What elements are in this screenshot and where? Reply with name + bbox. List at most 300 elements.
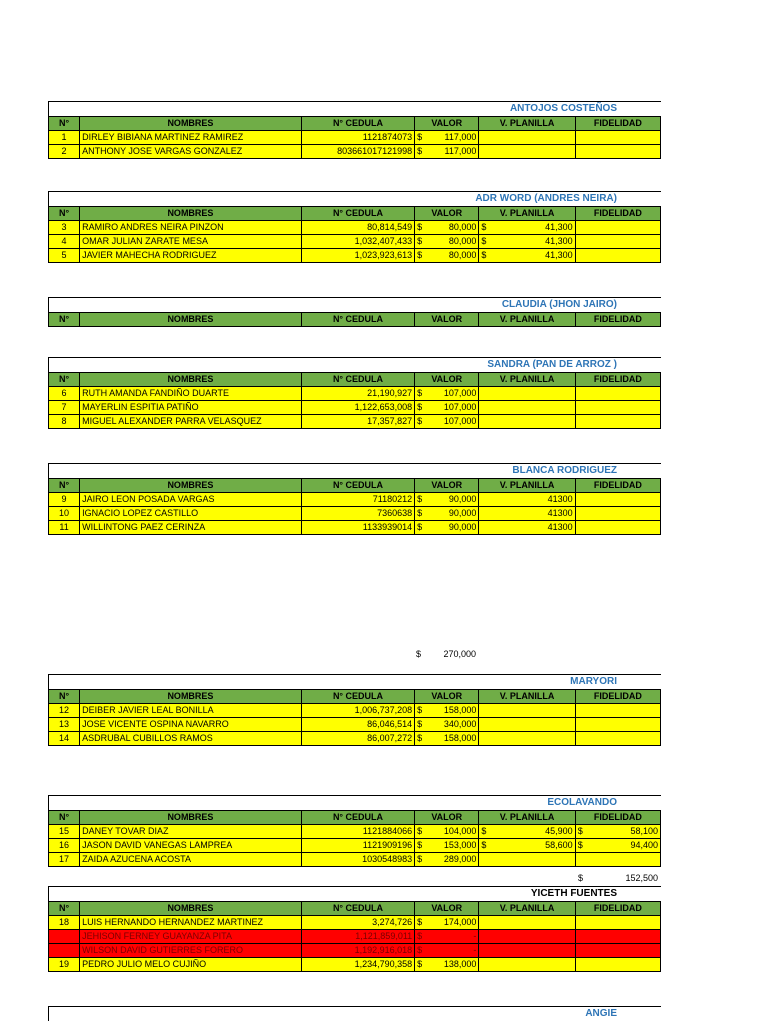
amount: 117,000 bbox=[444, 132, 477, 142]
col-header-num: N° bbox=[49, 811, 80, 825]
section-title-row bbox=[48, 297, 661, 312]
row-planilla bbox=[479, 415, 575, 429]
section-title: CLAUDIA (JHON JAIRO) bbox=[501, 299, 617, 310]
row-fidelidad bbox=[575, 958, 660, 972]
currency-symbol: $ bbox=[417, 132, 423, 142]
row-planilla bbox=[479, 944, 575, 958]
row-valor bbox=[415, 958, 479, 972]
currency-symbol: $ bbox=[417, 917, 423, 927]
col-header-planilla: V. PLANILLA bbox=[479, 207, 575, 221]
section-title: ANTOJOS COSTEÑOS bbox=[509, 103, 617, 114]
amount: 340,000 bbox=[443, 719, 477, 729]
currency-symbol: $ bbox=[417, 494, 423, 504]
header-row bbox=[49, 902, 661, 916]
table-row bbox=[49, 916, 661, 930]
loose-total bbox=[578, 872, 658, 884]
row-number: 11 bbox=[49, 521, 80, 535]
amount: 41300 bbox=[547, 508, 573, 518]
row-planilla bbox=[479, 521, 575, 535]
row-planilla bbox=[479, 958, 575, 972]
row-planilla bbox=[479, 916, 575, 930]
row-number: 9 bbox=[49, 493, 80, 507]
header-row bbox=[49, 117, 661, 131]
col-header-nombres: NOMBRES bbox=[80, 207, 302, 221]
currency-symbol: $ bbox=[417, 250, 423, 260]
row-fidelidad bbox=[575, 853, 660, 867]
row-cedula: 86,046,514 bbox=[301, 718, 414, 732]
row-cedula: 1,006,737,208 bbox=[301, 704, 414, 718]
loose-total bbox=[416, 648, 476, 660]
currency-symbol: $ bbox=[417, 222, 423, 232]
row-cedula: 71180212 bbox=[301, 493, 414, 507]
section-block bbox=[48, 886, 661, 972]
col-header-fidelidad: FIDELIDAD bbox=[575, 811, 660, 825]
row-number: 12 bbox=[49, 704, 80, 718]
currency-symbol: $ bbox=[481, 840, 487, 850]
row-planilla bbox=[479, 718, 575, 732]
row-name: ZAIDA AZUCENA ACOSTA bbox=[80, 853, 302, 867]
currency-symbol: $ bbox=[417, 959, 423, 969]
row-name: DEIBER JAVIER LEAL BONILLA bbox=[80, 704, 302, 718]
row-name: WILLINTONG PAEZ CERINZA bbox=[80, 521, 302, 535]
row-cedula: 1,032,407,433 bbox=[301, 235, 414, 249]
section-title: SANDRA (PAN DE ARROZ ) bbox=[487, 359, 617, 370]
section-block bbox=[48, 795, 661, 867]
data-table bbox=[48, 116, 661, 159]
currency-symbol: $ bbox=[481, 826, 487, 836]
col-header-nombres: NOMBRES bbox=[80, 902, 302, 916]
row-cedula: 803661017121998 bbox=[301, 145, 414, 159]
section-title-row bbox=[48, 795, 661, 810]
section-title-row bbox=[48, 357, 661, 372]
row-cedula: 80,814,549 bbox=[301, 221, 414, 235]
row-planilla bbox=[479, 249, 575, 263]
row-planilla bbox=[479, 131, 575, 145]
amount: - bbox=[473, 945, 477, 955]
row-valor bbox=[415, 930, 479, 944]
row-fidelidad bbox=[575, 704, 660, 718]
row-number: 14 bbox=[49, 732, 80, 746]
header-row bbox=[49, 811, 661, 825]
row-planilla bbox=[479, 704, 575, 718]
row-planilla bbox=[479, 507, 575, 521]
section-title: BLANCA RODRIGUEZ bbox=[512, 465, 617, 476]
col-header-planilla: V. PLANILLA bbox=[479, 690, 575, 704]
currency-symbol: $ bbox=[417, 522, 423, 532]
currency-symbol: $ bbox=[417, 733, 423, 743]
row-name: RUTH AMANDA FANDIÑO DUARTE bbox=[80, 387, 302, 401]
row-planilla bbox=[479, 732, 575, 746]
row-valor bbox=[415, 718, 479, 732]
section-title-row bbox=[48, 674, 661, 689]
amount: 107,000 bbox=[443, 402, 477, 412]
table-row bbox=[49, 249, 661, 263]
row-fidelidad bbox=[575, 732, 660, 746]
header-row bbox=[49, 373, 661, 387]
currency-symbol: $ bbox=[577, 840, 583, 850]
row-fidelidad bbox=[575, 235, 660, 249]
col-header-valor: VALOR bbox=[415, 811, 479, 825]
row-valor bbox=[415, 235, 479, 249]
row-valor bbox=[415, 415, 479, 429]
col-header-fidelidad: FIDELIDAD bbox=[575, 117, 660, 131]
data-table bbox=[48, 372, 661, 429]
table-row bbox=[49, 944, 661, 958]
row-name: JAIRO LEON POSADA VARGAS bbox=[80, 493, 302, 507]
col-header-valor: VALOR bbox=[415, 373, 479, 387]
table-row bbox=[49, 235, 661, 249]
row-name: JOSE VICENTE OSPINA NAVARRO bbox=[80, 718, 302, 732]
col-header-fidelidad: FIDELIDAD bbox=[575, 479, 660, 493]
row-valor bbox=[415, 521, 479, 535]
amount: - bbox=[473, 931, 477, 941]
amount: 107,000 bbox=[443, 416, 477, 426]
amount: 41,300 bbox=[545, 250, 573, 260]
row-planilla bbox=[479, 930, 575, 944]
row-name: ASDRUBAL CUBILLOS RAMOS bbox=[80, 732, 302, 746]
amount: 58,100 bbox=[630, 826, 658, 836]
section-block bbox=[48, 357, 661, 429]
table-row bbox=[49, 853, 661, 867]
col-header-cedula: N° CEDULA bbox=[301, 479, 414, 493]
row-planilla bbox=[479, 235, 575, 249]
row-valor bbox=[415, 916, 479, 930]
currency-symbol: $ bbox=[417, 854, 423, 864]
row-valor bbox=[415, 704, 479, 718]
amount: 153,000 bbox=[443, 840, 477, 850]
section-title: ADR WORD (ANDRES NEIRA) bbox=[475, 193, 617, 204]
row-fidelidad bbox=[575, 401, 660, 415]
currency-symbol: $ bbox=[417, 705, 423, 715]
col-header-planilla: V. PLANILLA bbox=[479, 902, 575, 916]
table-row bbox=[49, 958, 661, 972]
col-header-num: N° bbox=[49, 207, 80, 221]
col-header-fidelidad: FIDELIDAD bbox=[575, 902, 660, 916]
currency-symbol: $ bbox=[481, 250, 487, 260]
amount: 41300 bbox=[547, 522, 573, 532]
amount: 107,000 bbox=[443, 388, 477, 398]
row-name: JASON DAVID VANEGAS LAMPREA bbox=[80, 839, 302, 853]
row-valor bbox=[415, 507, 479, 521]
amount: 80,000 bbox=[448, 236, 477, 246]
row-fidelidad bbox=[575, 916, 660, 930]
amount: 45,900 bbox=[545, 826, 573, 836]
row-number: 4 bbox=[49, 235, 80, 249]
amount: 90,000 bbox=[448, 494, 477, 504]
section-block bbox=[48, 101, 661, 159]
row-number: 6 bbox=[49, 387, 80, 401]
row-number bbox=[49, 944, 80, 958]
section-title: ECOLAVANDO bbox=[547, 797, 617, 808]
table-row bbox=[49, 507, 661, 521]
row-cedula: 1030548983 bbox=[301, 853, 414, 867]
row-valor bbox=[415, 145, 479, 159]
amount: 80,000 bbox=[448, 250, 477, 260]
data-table bbox=[48, 901, 661, 972]
col-header-valor: VALOR bbox=[415, 902, 479, 916]
row-fidelidad bbox=[575, 521, 660, 535]
table-row bbox=[49, 387, 661, 401]
row-valor bbox=[415, 249, 479, 263]
row-name: MIGUEL ALEXANDER PARRA VELASQUEZ bbox=[80, 415, 302, 429]
col-header-nombres: NOMBRES bbox=[80, 373, 302, 387]
table-row bbox=[49, 521, 661, 535]
col-header-nombres: NOMBRES bbox=[80, 479, 302, 493]
table-row bbox=[49, 732, 661, 746]
row-fidelidad bbox=[575, 387, 660, 401]
col-header-valor: VALOR bbox=[415, 690, 479, 704]
amount: 90,000 bbox=[448, 508, 477, 518]
row-name: PEDRO JULIO MELO CUJIÑO bbox=[80, 958, 302, 972]
currency-symbol: $ bbox=[417, 719, 423, 729]
row-number: 17 bbox=[49, 853, 80, 867]
currency-symbol: $ bbox=[417, 945, 423, 955]
data-table bbox=[48, 206, 661, 263]
currency-symbol: $ bbox=[481, 222, 487, 232]
col-header-num: N° bbox=[49, 479, 80, 493]
row-number: 10 bbox=[49, 507, 80, 521]
table-row bbox=[49, 825, 661, 839]
col-header-cedula: N° CEDULA bbox=[301, 313, 414, 327]
row-name: JEHISON FERNEY GUAYANZA PITA bbox=[80, 930, 302, 944]
col-header-valor: VALOR bbox=[415, 117, 479, 131]
col-header-nombres: NOMBRES bbox=[80, 690, 302, 704]
data-table bbox=[48, 478, 661, 535]
row-number: 1 bbox=[49, 131, 80, 145]
row-fidelidad bbox=[575, 145, 660, 159]
row-fidelidad bbox=[575, 415, 660, 429]
row-number: 13 bbox=[49, 718, 80, 732]
currency-symbol: $ bbox=[481, 236, 487, 246]
col-header-planilla: V. PLANILLA bbox=[479, 373, 575, 387]
col-header-nombres: NOMBRES bbox=[80, 313, 302, 327]
col-header-num: N° bbox=[49, 373, 80, 387]
row-cedula: 1133939014 bbox=[301, 521, 414, 535]
section-title-row bbox=[48, 463, 661, 478]
amount: 94,400 bbox=[630, 840, 658, 850]
row-valor bbox=[415, 493, 479, 507]
amount: 117,000 bbox=[444, 146, 477, 156]
col-header-cedula: N° CEDULA bbox=[301, 902, 414, 916]
row-number: 3 bbox=[49, 221, 80, 235]
row-number: 18 bbox=[49, 916, 80, 930]
currency-symbol: $ bbox=[417, 826, 423, 836]
table-row bbox=[49, 131, 661, 145]
row-valor bbox=[415, 839, 479, 853]
col-header-cedula: N° CEDULA bbox=[301, 117, 414, 131]
amount: 289,000 bbox=[443, 854, 477, 864]
row-cedula: 3,274,726 bbox=[301, 916, 414, 930]
data-table bbox=[48, 810, 661, 867]
row-cedula: 1,192,916,018 bbox=[301, 944, 414, 958]
amount: 138,000 bbox=[443, 959, 477, 969]
row-name: RAMIRO ANDRES NEIRA PINZON bbox=[80, 221, 302, 235]
row-fidelidad bbox=[575, 131, 660, 145]
amount: 41300 bbox=[547, 494, 573, 504]
table-row bbox=[49, 718, 661, 732]
row-fidelidad bbox=[575, 249, 660, 263]
col-header-planilla: V. PLANILLA bbox=[479, 479, 575, 493]
section-title: MARYORI bbox=[570, 676, 617, 687]
row-cedula: 1121909196 bbox=[301, 839, 414, 853]
amount: 158,000 bbox=[443, 705, 477, 715]
row-number: 5 bbox=[49, 249, 80, 263]
currency-symbol: $ bbox=[417, 236, 423, 246]
row-planilla bbox=[479, 825, 575, 839]
table-row bbox=[49, 704, 661, 718]
table-row bbox=[49, 493, 661, 507]
table-row bbox=[49, 401, 661, 415]
table-row bbox=[49, 415, 661, 429]
col-header-cedula: N° CEDULA bbox=[301, 207, 414, 221]
currency-symbol: $ bbox=[416, 649, 422, 659]
currency-symbol: $ bbox=[417, 840, 423, 850]
col-header-num: N° bbox=[49, 690, 80, 704]
row-planilla bbox=[479, 145, 575, 159]
row-fidelidad bbox=[575, 839, 660, 853]
section-title-row bbox=[48, 1006, 661, 1021]
row-name: DIRLEY BIBIANA MARTINEZ RAMIREZ bbox=[80, 131, 302, 145]
row-cedula: 1121884066 bbox=[301, 825, 414, 839]
header-row bbox=[49, 207, 661, 221]
data-table bbox=[48, 689, 661, 746]
row-valor bbox=[415, 401, 479, 415]
row-planilla bbox=[479, 221, 575, 235]
row-name: DANEY TOVAR DIAZ bbox=[80, 825, 302, 839]
amount: 104,000 bbox=[443, 826, 477, 836]
row-fidelidad bbox=[575, 930, 660, 944]
row-number: 16 bbox=[49, 839, 80, 853]
currency-symbol: $ bbox=[417, 931, 423, 941]
currency-symbol: $ bbox=[417, 416, 423, 426]
row-number: 15 bbox=[49, 825, 80, 839]
col-header-nombres: NOMBRES bbox=[80, 811, 302, 825]
row-planilla bbox=[479, 839, 575, 853]
row-fidelidad bbox=[575, 493, 660, 507]
row-number: 19 bbox=[49, 958, 80, 972]
row-name: JAVIER MAHECHA RODRIGUEZ bbox=[80, 249, 302, 263]
currency-symbol: $ bbox=[578, 873, 584, 883]
col-header-valor: VALOR bbox=[415, 313, 479, 327]
row-name: WILSON DAVID GUTIERRES FORERO bbox=[80, 944, 302, 958]
row-valor bbox=[415, 131, 479, 145]
section-block bbox=[48, 297, 661, 327]
row-name: LUIS HERNANDO HERNANDEZ MARTINEZ bbox=[80, 916, 302, 930]
row-fidelidad bbox=[575, 718, 660, 732]
row-cedula: 1,234,790,358 bbox=[301, 958, 414, 972]
col-header-valor: VALOR bbox=[415, 207, 479, 221]
data-table bbox=[48, 312, 661, 327]
header-row bbox=[49, 479, 661, 493]
col-header-num: N° bbox=[49, 313, 80, 327]
row-planilla bbox=[479, 387, 575, 401]
col-header-num: N° bbox=[49, 902, 80, 916]
section-title: ANGIE bbox=[585, 1008, 617, 1019]
row-cedula: 7360638 bbox=[301, 507, 414, 521]
row-name: MAYERLIN ESPITIA PATIÑO bbox=[80, 401, 302, 415]
header-row bbox=[49, 690, 661, 704]
row-number: 2 bbox=[49, 145, 80, 159]
row-planilla bbox=[479, 853, 575, 867]
row-cedula: 1,121,859,011 bbox=[301, 930, 414, 944]
amount: 174,000 bbox=[443, 917, 477, 927]
col-header-nombres: NOMBRES bbox=[80, 117, 302, 131]
section-title: YICETH FUENTES bbox=[530, 888, 617, 899]
row-valor bbox=[415, 732, 479, 746]
row-number bbox=[49, 930, 80, 944]
row-cedula: 1,023,923,613 bbox=[301, 249, 414, 263]
col-header-cedula: N° CEDULA bbox=[301, 690, 414, 704]
row-valor bbox=[415, 221, 479, 235]
header-row bbox=[49, 313, 661, 327]
row-fidelidad bbox=[575, 507, 660, 521]
row-valor bbox=[415, 825, 479, 839]
row-valor bbox=[415, 387, 479, 401]
row-fidelidad bbox=[575, 944, 660, 958]
row-number: 8 bbox=[49, 415, 80, 429]
amount: 41,300 bbox=[545, 222, 573, 232]
row-name: IGNACIO LOPEZ CASTILLO bbox=[80, 507, 302, 521]
row-planilla bbox=[479, 401, 575, 415]
section-block bbox=[48, 1006, 661, 1021]
col-header-planilla: V. PLANILLA bbox=[479, 811, 575, 825]
row-planilla bbox=[479, 493, 575, 507]
row-name: ANTHONY JOSE VARGAS GONZALEZ bbox=[80, 145, 302, 159]
section-title-row bbox=[48, 886, 661, 901]
row-cedula: 1,122,653,008 bbox=[301, 401, 414, 415]
col-header-planilla: V. PLANILLA bbox=[479, 117, 575, 131]
currency-symbol: $ bbox=[417, 146, 423, 156]
col-header-fidelidad: FIDELIDAD bbox=[575, 207, 660, 221]
col-header-planilla: V. PLANILLA bbox=[479, 313, 575, 327]
section-title-row bbox=[48, 101, 661, 116]
col-header-num: N° bbox=[49, 117, 80, 131]
amount: 158,000 bbox=[443, 733, 477, 743]
row-number: 7 bbox=[49, 401, 80, 415]
table-row bbox=[49, 145, 661, 159]
amount: 80,000 bbox=[448, 222, 477, 232]
section-block bbox=[48, 463, 661, 535]
col-header-fidelidad: FIDELIDAD bbox=[575, 690, 660, 704]
section-block bbox=[48, 674, 661, 746]
currency-symbol: $ bbox=[417, 402, 423, 412]
col-header-fidelidad: FIDELIDAD bbox=[575, 373, 660, 387]
col-header-valor: VALOR bbox=[415, 479, 479, 493]
section-block bbox=[48, 191, 661, 263]
row-valor bbox=[415, 853, 479, 867]
row-cedula: 21,190,927 bbox=[301, 387, 414, 401]
row-cedula: 17,357,827 bbox=[301, 415, 414, 429]
amount: 41,300 bbox=[545, 236, 573, 246]
amount: 58,600 bbox=[545, 840, 573, 850]
row-name: OMAR JULIAN ZARATE MESA bbox=[80, 235, 302, 249]
table-row bbox=[49, 930, 661, 944]
currency-symbol: $ bbox=[417, 388, 423, 398]
row-cedula: 1121874073 bbox=[301, 131, 414, 145]
total-amount: 270,000 bbox=[443, 649, 476, 659]
col-header-fidelidad: FIDELIDAD bbox=[575, 313, 660, 327]
section-title-row bbox=[48, 191, 661, 206]
table-row bbox=[49, 221, 661, 235]
col-header-cedula: N° CEDULA bbox=[301, 811, 414, 825]
col-header-cedula: N° CEDULA bbox=[301, 373, 414, 387]
table-row bbox=[49, 839, 661, 853]
row-cedula: 86,007,272 bbox=[301, 732, 414, 746]
row-valor bbox=[415, 944, 479, 958]
total-amount: 152,500 bbox=[625, 873, 658, 883]
row-fidelidad bbox=[575, 825, 660, 839]
currency-symbol: $ bbox=[577, 826, 583, 836]
